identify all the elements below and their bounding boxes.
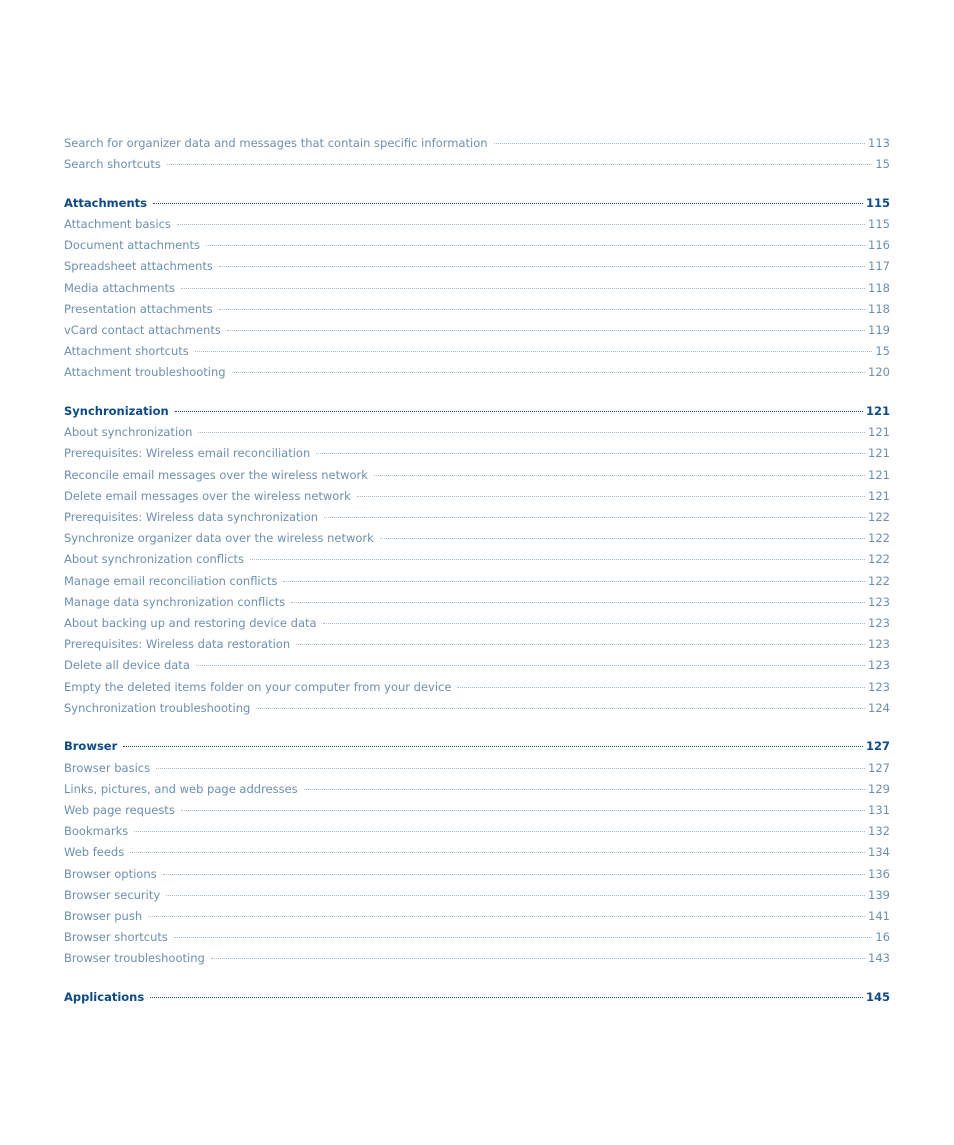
dot-leader (177, 224, 865, 225)
toc-entry[interactable] (64, 677, 890, 698)
section-gap (64, 719, 890, 737)
section-gap (64, 384, 890, 402)
toc-page-number: 127 (865, 739, 890, 754)
toc-entry[interactable] (64, 698, 890, 719)
toc-entry[interactable] (64, 214, 890, 235)
toc-page-number: 115 (865, 195, 890, 210)
toc-entry[interactable] (64, 885, 890, 906)
dot-leader (283, 581, 865, 582)
dot-leader (494, 143, 866, 144)
toc-page-number: 118 (868, 301, 890, 316)
toc-page-number: 123 (868, 615, 890, 630)
toc-entry[interactable] (64, 613, 890, 634)
dot-leader (198, 432, 865, 433)
dot-leader (219, 309, 865, 310)
dot-leader (174, 937, 872, 938)
toc-entry[interactable] (64, 256, 890, 277)
toc-page-number: 119 (868, 323, 890, 337)
dot-leader (148, 916, 865, 917)
table-of-contents (64, 133, 890, 1008)
toc-entry-label: Empty the deleted items folder on your computer from your device (64, 679, 452, 694)
toc-entry[interactable] (64, 528, 890, 549)
toc-entry[interactable] (64, 864, 890, 885)
section-gap (64, 969, 890, 987)
dot-leader (256, 708, 865, 709)
toc-entry[interactable] (64, 571, 890, 592)
toc-entry[interactable] (64, 486, 890, 507)
toc-entry-label: Links, pictures, and web page addresses (64, 781, 298, 796)
toc-entry[interactable] (64, 906, 890, 927)
toc-entry-label: Manage data synchronization conflicts (64, 594, 286, 609)
toc-entry-label: Browser options (64, 866, 157, 881)
toc-entry[interactable] (64, 549, 890, 570)
dot-leader (153, 203, 863, 204)
dot-leader (291, 602, 865, 603)
toc-page-number: 121 (868, 446, 890, 461)
toc-entry-label: Manage email reconciliation conflicts (64, 573, 278, 588)
dot-leader (250, 559, 865, 560)
toc-entry[interactable] (64, 362, 890, 383)
dot-leader (227, 330, 865, 331)
toc-page-number: 124 (868, 700, 890, 715)
toc-entry-label: Browser troubleshooting (64, 951, 205, 966)
toc-section-heading[interactable] (64, 193, 890, 214)
toc-entry-label: Delete all device data (64, 658, 190, 673)
dot-leader (163, 874, 865, 875)
toc-entry[interactable] (64, 655, 890, 676)
toc-page-number: 131 (868, 802, 890, 817)
toc-entry-label: Synchronize organizer data over the wireless network (64, 531, 374, 546)
toc-page-number: 122 (868, 510, 890, 524)
toc-page-number: 121 (865, 404, 890, 419)
toc-entry-label: Prerequisites: Wireless email reconciliation (64, 446, 311, 461)
toc-entry[interactable] (64, 592, 890, 613)
toc-entry[interactable] (64, 341, 890, 362)
toc-page-number: 132 (868, 824, 890, 839)
toc-entry-label: Search shortcuts (64, 157, 161, 172)
toc-entry[interactable] (64, 154, 890, 175)
toc-section-heading[interactable] (64, 736, 890, 757)
toc-page-number: 139 (868, 887, 890, 902)
toc-page-number: 122 (868, 573, 890, 588)
toc-entry-label: Attachment basics (64, 217, 171, 232)
dot-leader (181, 288, 865, 289)
dot-leader (296, 644, 865, 645)
section-gap (64, 175, 890, 193)
toc-entry-label: About synchronization (64, 425, 193, 440)
dot-leader (232, 372, 865, 373)
toc-entry-label: Synchronization troubleshooting (64, 700, 251, 715)
toc-entry[interactable] (64, 299, 890, 320)
dot-leader (195, 351, 873, 352)
toc-entry[interactable] (64, 758, 890, 779)
toc-page-number: 123 (868, 637, 890, 652)
dot-leader (374, 475, 865, 476)
toc-page-number: 120 (868, 365, 890, 380)
toc-entry-label: Delete email messages over the wireless network (64, 488, 351, 503)
toc-page-number: 134 (868, 845, 890, 860)
dot-leader (219, 266, 865, 267)
toc-page-number: 117 (868, 259, 890, 274)
toc-entry-label: Browser (64, 739, 118, 754)
toc-page-number: 118 (868, 280, 890, 295)
toc-entry-label: Applications (64, 989, 145, 1004)
dot-leader (123, 746, 863, 747)
toc-entry-label: Bookmarks (64, 824, 129, 839)
toc-entry[interactable] (64, 507, 890, 528)
toc-entry-label: Browser basics (64, 760, 151, 775)
toc-entry[interactable] (64, 235, 890, 256)
toc-entry[interactable] (64, 422, 890, 443)
toc-entry[interactable] (64, 927, 890, 948)
toc-entry[interactable] (64, 465, 890, 486)
dot-leader (304, 789, 865, 790)
dot-leader (167, 164, 873, 165)
dot-leader (324, 517, 865, 518)
toc-page-number: 15 (875, 157, 890, 172)
toc-entry-label: About synchronization conflicts (64, 552, 245, 567)
toc-entry-label: Browser security (64, 887, 161, 902)
toc-entry[interactable] (64, 800, 890, 821)
toc-page-number: 115 (868, 217, 890, 232)
toc-page-number: 122 (868, 531, 890, 546)
toc-page-number: 121 (868, 467, 890, 482)
toc-page-number: 123 (868, 679, 890, 694)
toc-page-number: 127 (868, 760, 890, 775)
dot-leader (211, 958, 865, 959)
toc-page-number: 123 (868, 594, 890, 609)
toc-page-number: 136 (868, 866, 890, 881)
toc-page-number: 121 (868, 425, 890, 440)
toc-entry-label: Attachment troubleshooting (64, 365, 226, 380)
dot-leader (380, 538, 865, 539)
toc-entry-label: vCard contact attachments (64, 323, 221, 337)
toc-entry-label: Prerequisites: Wireless data synchronization (64, 510, 319, 524)
toc-page-number: 129 (868, 781, 890, 796)
toc-entry-label: Reconcile email messages over the wireless network (64, 467, 368, 482)
dot-leader (175, 411, 863, 412)
toc-entry-label: Web feeds (64, 845, 125, 860)
toc-entry[interactable] (64, 779, 890, 800)
dot-leader (166, 895, 865, 896)
toc-entry-label: About backing up and restoring device data (64, 615, 317, 630)
toc-entry-label: Spreadsheet attachments (64, 259, 213, 274)
toc-entry-label: Media attachments (64, 280, 175, 295)
toc-entry[interactable] (64, 842, 890, 863)
dot-leader (134, 831, 865, 832)
toc-entry[interactable] (64, 278, 890, 299)
toc-page-number: 15 (875, 344, 890, 359)
toc-entry-label: Browser push (64, 908, 143, 923)
dot-leader (457, 687, 865, 688)
dot-leader (181, 810, 865, 811)
toc-page-number: 141 (868, 908, 890, 923)
dot-leader (357, 496, 865, 497)
toc-entry-label: Browser shortcuts (64, 930, 168, 945)
toc-page-number: 16 (875, 930, 890, 945)
toc-entry-label: Attachment shortcuts (64, 344, 189, 359)
toc-entry-label: Attachments (64, 195, 147, 210)
toc-entry-label: Web page requests (64, 802, 175, 817)
toc-entry-label: Presentation attachments (64, 301, 213, 316)
toc-entry[interactable] (64, 443, 890, 464)
toc-page-number: 116 (868, 238, 890, 253)
toc-section-heading[interactable] (64, 401, 890, 422)
toc-entry[interactable] (64, 634, 890, 655)
toc-entry[interactable] (64, 320, 890, 341)
toc-page-number: 113 (868, 136, 890, 150)
dot-leader (150, 997, 863, 998)
toc-entry-label: Prerequisites: Wireless data restoration (64, 637, 291, 652)
toc-page-number: 122 (868, 552, 890, 567)
toc-entry[interactable] (64, 133, 890, 154)
toc-page-number: 121 (868, 488, 890, 503)
dot-leader (130, 852, 865, 853)
toc-entry-label: Search for organizer data and messages that contain specific information (64, 136, 488, 150)
toc-entry-label: Synchronization (64, 404, 169, 419)
dot-leader (156, 768, 865, 769)
toc-entry-label: Document attachments (64, 238, 201, 253)
dot-leader (206, 245, 865, 246)
toc-page-number: 143 (868, 951, 890, 966)
toc-entry[interactable] (64, 948, 890, 969)
toc-page-number: 145 (865, 989, 890, 1004)
toc-section-heading[interactable] (64, 987, 890, 1008)
dot-leader (323, 623, 866, 624)
toc-entry[interactable] (64, 821, 890, 842)
toc-page-number: 123 (868, 658, 890, 673)
dot-leader (196, 665, 865, 666)
dot-leader (316, 453, 865, 454)
